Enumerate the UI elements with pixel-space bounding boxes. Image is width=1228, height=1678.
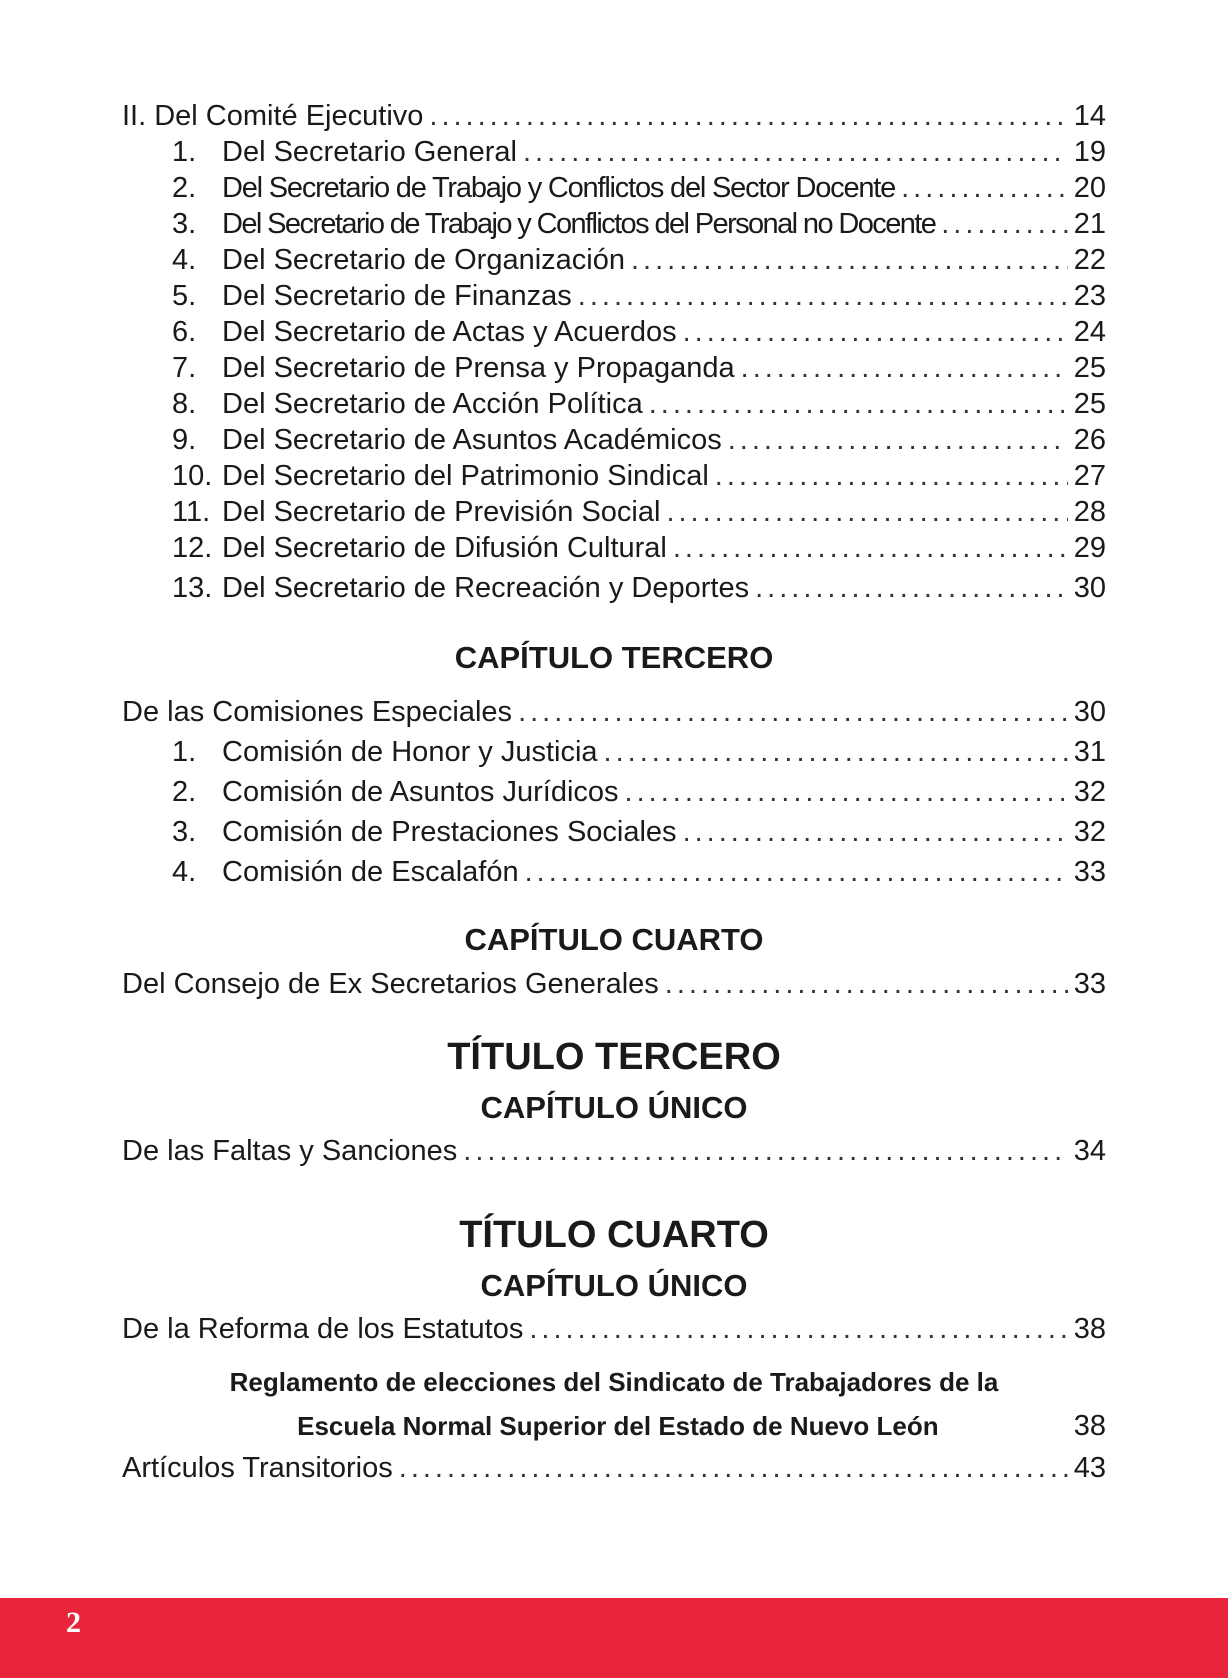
dot-leader	[463, 1133, 1067, 1169]
toc-label: De las Comisiones Especiales	[122, 696, 513, 728]
dot-leader	[665, 966, 1068, 1002]
toc-num: 4.	[172, 244, 197, 276]
toc-entry	[122, 570, 1106, 606]
toc-entry	[122, 694, 1106, 730]
toc-label: Del Secretario de Prensa y Propaganda	[222, 352, 735, 384]
toc-label: Comisión de Honor y Justicia	[222, 736, 598, 768]
toc-label: Comisión de Escalafón	[222, 856, 519, 888]
toc-num: 3.	[172, 816, 197, 848]
toc-num: 9.	[172, 424, 197, 456]
title-heading: TÍTULO CUARTO	[459, 1214, 769, 1256]
toc-page: 29	[1073, 532, 1106, 564]
toc-label: II. Del Comité Ejecutivo	[122, 100, 424, 132]
dot-leader	[578, 278, 1068, 314]
reglamento-line-1: Reglamento de elecciones del Sindicato de Trabajadores de la	[229, 1367, 999, 1397]
toc-num: 5.	[172, 280, 197, 312]
toc-entry	[122, 242, 1106, 278]
toc-label: De las Faltas y Sanciones	[122, 1135, 458, 1167]
toc-entry	[122, 1133, 1106, 1169]
toc-entry	[122, 422, 1106, 458]
toc-entry	[122, 350, 1106, 386]
toc-entry	[122, 278, 1106, 314]
dot-leader	[518, 694, 1068, 730]
toc-entry	[122, 98, 1106, 134]
toc-num: 11.	[172, 496, 211, 528]
toc-label: Del Secretario de Acción Política	[222, 388, 643, 420]
toc-entry	[122, 1450, 1106, 1486]
toc-label: Del Secretario de Previsión Social	[222, 496, 661, 528]
toc-num: 12.	[172, 532, 213, 564]
toc-label: Artículos Transitorios	[122, 1452, 393, 1484]
toc-page: 33	[1073, 968, 1106, 1000]
toc-num: 2.	[172, 776, 197, 808]
toc-page: 28	[1073, 496, 1106, 528]
toc-label: Del Secretario de Difusión Cultural	[222, 532, 667, 564]
toc-page: 23	[1073, 280, 1106, 312]
chapter-heading: CAPÍTULO ÚNICO	[480, 1268, 748, 1303]
dot-leader	[901, 170, 1068, 206]
page-number: 2	[66, 1606, 81, 1639]
toc-num: 4.	[172, 856, 197, 888]
toc-label: Del Secretario de Trabajo y Conflictos del Personal no Docente	[222, 208, 936, 240]
toc-page: 32	[1073, 776, 1106, 808]
dot-leader	[525, 854, 1068, 890]
dot-leader	[399, 1450, 1068, 1486]
chapter-heading: CAPÍTULO TERCERO	[454, 640, 774, 675]
dot-leader	[666, 494, 1067, 530]
dot-leader	[741, 350, 1068, 386]
toc-page: 33	[1073, 856, 1106, 888]
footer-band	[0, 1598, 1228, 1678]
dot-leader	[755, 570, 1068, 606]
toc-label: Comisión de Prestaciones Sociales	[222, 816, 677, 848]
toc-entry	[122, 774, 1106, 810]
toc-entry	[122, 814, 1106, 850]
dot-leader	[728, 422, 1068, 458]
toc-label: Del Secretario de Actas y Acuerdos	[222, 316, 677, 348]
toc-entry	[122, 494, 1106, 530]
toc-entry	[122, 458, 1106, 494]
dot-leader	[673, 530, 1068, 566]
toc-label: Del Secretario de Recreación y Deportes	[222, 572, 750, 604]
toc-page: 14	[1073, 100, 1106, 132]
toc-faltas	[122, 1133, 1106, 1169]
toc-entry	[122, 734, 1106, 770]
toc-num: 2.	[172, 172, 197, 204]
toc-page: 30	[1073, 696, 1106, 728]
dot-leader	[715, 458, 1068, 494]
reglamento-line-2	[122, 1404, 1106, 1448]
dot-leader	[941, 206, 1067, 242]
toc-label: Del Secretario de Organización	[222, 244, 625, 276]
toc-comisiones	[122, 694, 1106, 890]
toc-label: Del Secretario General	[222, 136, 517, 168]
dot-leader	[604, 734, 1068, 770]
toc-num: 13.	[172, 572, 213, 604]
toc-label: Del Secretario de Trabajo y Conflictos del Sector Docente	[222, 172, 896, 204]
toc-entry	[122, 854, 1106, 890]
toc-entry	[122, 1311, 1106, 1347]
reglamento-entry	[122, 1360, 1106, 1448]
toc-entry	[122, 530, 1106, 566]
dot-leader	[529, 1311, 1067, 1347]
toc-page: 25	[1073, 352, 1106, 384]
dot-leader	[683, 814, 1068, 850]
toc-num: 1.	[172, 736, 197, 768]
dot-leader	[631, 242, 1068, 278]
toc-entry	[122, 966, 1106, 1002]
toc-label: Del Secretario de Finanzas	[222, 280, 572, 312]
toc-num: 6.	[172, 316, 197, 348]
chapter-heading: CAPÍTULO CUARTO	[464, 922, 764, 957]
toc-page: 31	[1073, 736, 1106, 768]
toc-num: 10.	[172, 460, 213, 492]
toc-page: 19	[1073, 136, 1106, 168]
toc-num: 3.	[172, 208, 197, 240]
toc-label: De la Reforma de los Estatutos	[122, 1313, 524, 1345]
toc-page: 38	[1073, 1313, 1106, 1345]
toc-label: Del Secretario del Patrimonio Sindical	[222, 460, 709, 492]
dot-leader	[625, 774, 1068, 810]
toc-comite-ejecutivo	[122, 98, 1106, 606]
toc-entry	[122, 314, 1106, 350]
dot-leader	[523, 134, 1068, 170]
toc-entry	[122, 134, 1106, 170]
toc-page: 30	[1073, 572, 1106, 604]
reglamento-line-2-text: Escuela Normal Superior del Estado de Nuevo León	[297, 1411, 939, 1441]
toc-page: 34	[1073, 1135, 1106, 1167]
toc-num: 1.	[172, 136, 197, 168]
toc-page: 20	[1073, 172, 1106, 204]
toc-page: 24	[1073, 316, 1106, 348]
toc-page: 25	[1073, 388, 1106, 420]
title-heading: TÍTULO TERCERO	[447, 1036, 781, 1078]
toc-entry	[122, 206, 1106, 242]
toc-page: 43	[1073, 1452, 1106, 1484]
toc-num: 7.	[172, 352, 197, 384]
toc-page: 22	[1073, 244, 1106, 276]
toc-label: Comisión de Asuntos Jurídicos	[222, 776, 619, 808]
toc-num: 8.	[172, 388, 197, 420]
toc-page: 21	[1073, 208, 1106, 240]
dot-leader	[429, 98, 1067, 134]
toc-label: Del Consejo de Ex Secretarios Generales	[122, 968, 659, 1000]
toc-page: 27	[1073, 460, 1106, 492]
toc-page: 38	[1073, 1410, 1106, 1442]
toc-transitorios	[122, 1450, 1106, 1486]
toc-page: 32	[1073, 816, 1106, 848]
dot-leader	[649, 386, 1068, 422]
chapter-heading: CAPÍTULO ÚNICO	[480, 1090, 748, 1125]
toc-consejo	[122, 966, 1106, 1002]
toc-reforma	[122, 1311, 1106, 1347]
toc-entry	[122, 170, 1106, 206]
toc-entry	[122, 386, 1106, 422]
dot-leader	[683, 314, 1068, 350]
toc-page: 26	[1073, 424, 1106, 456]
toc-label: Del Secretario de Asuntos Académicos	[222, 424, 722, 456]
